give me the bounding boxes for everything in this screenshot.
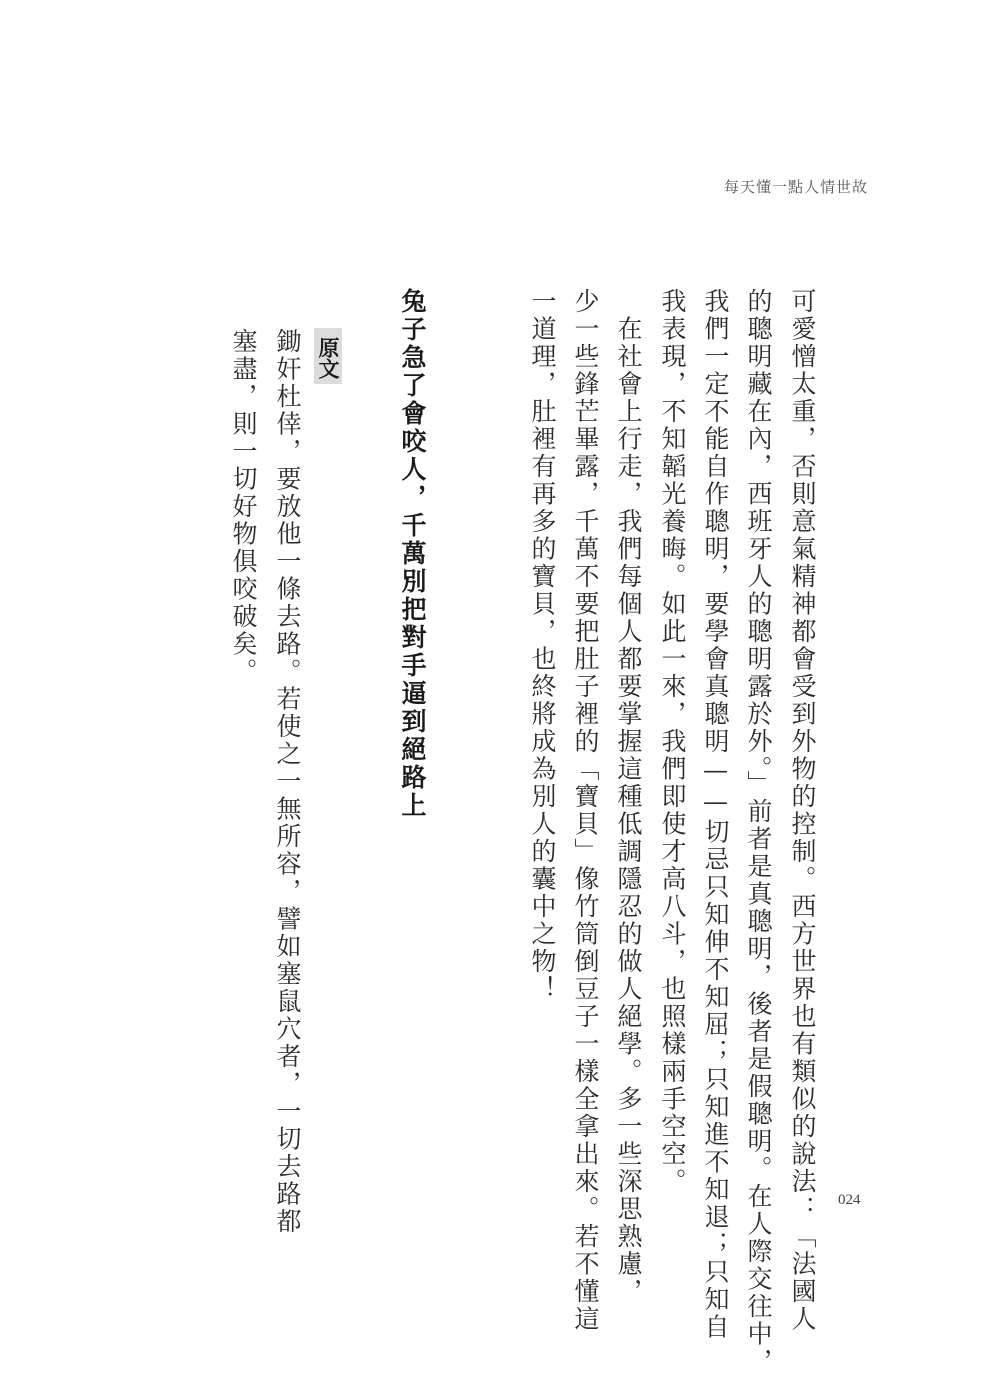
body-column-3: 我們一定不能自作聰明，要學會真聰明——切忌只知伸不知屈；只知進不知退；只知自 — [701, 288, 730, 1341]
body-column-5: 在社會上行走，我們每個人都要掌握這種低調隱忍的做人絕學。多一些深思熟慮， — [614, 288, 643, 1306]
section-title: 兔子急了會咬人，千萬別把對手逼到絕路上 — [398, 288, 427, 820]
original-text-column-2: 塞盡，則一切好物俱咬破矣。 — [229, 328, 258, 686]
body-column-6: 少一些鋒芒畢露，千萬不要把肚子裡的「寶貝」像竹筒倒豆子一樣全拿出來。若不懂這 — [571, 288, 600, 1333]
body-column-1: 可愛憎太重，否則意氣精神都會受到外物的控制。西方世界也有類似的說法：「法國人 — [788, 288, 817, 1333]
body-column-7: 一道理，肚裡有再多的寶貝，也終將成為別人的囊中之物！ — [528, 288, 557, 1003]
body-column-2: 的聰明藏在內，西班牙人的聰明露於外。」前者是真聰明，後者是假聰明。在人際交往中， — [744, 288, 773, 1376]
body-column-4: 我表現，不知韜光養晦。如此一來，我們即使才高八斗，也照樣兩手空空。 — [658, 288, 687, 1196]
running-header: 每天懂一點人情世故 — [723, 178, 868, 196]
page-number: 024 — [838, 1192, 861, 1208]
original-text-label: 原文 — [314, 328, 342, 384]
original-text-column-1: 鋤奸杜倖，要放他一條去路。若使之一無所容，譬如塞鼠穴者，一切去路都 — [273, 328, 302, 1236]
